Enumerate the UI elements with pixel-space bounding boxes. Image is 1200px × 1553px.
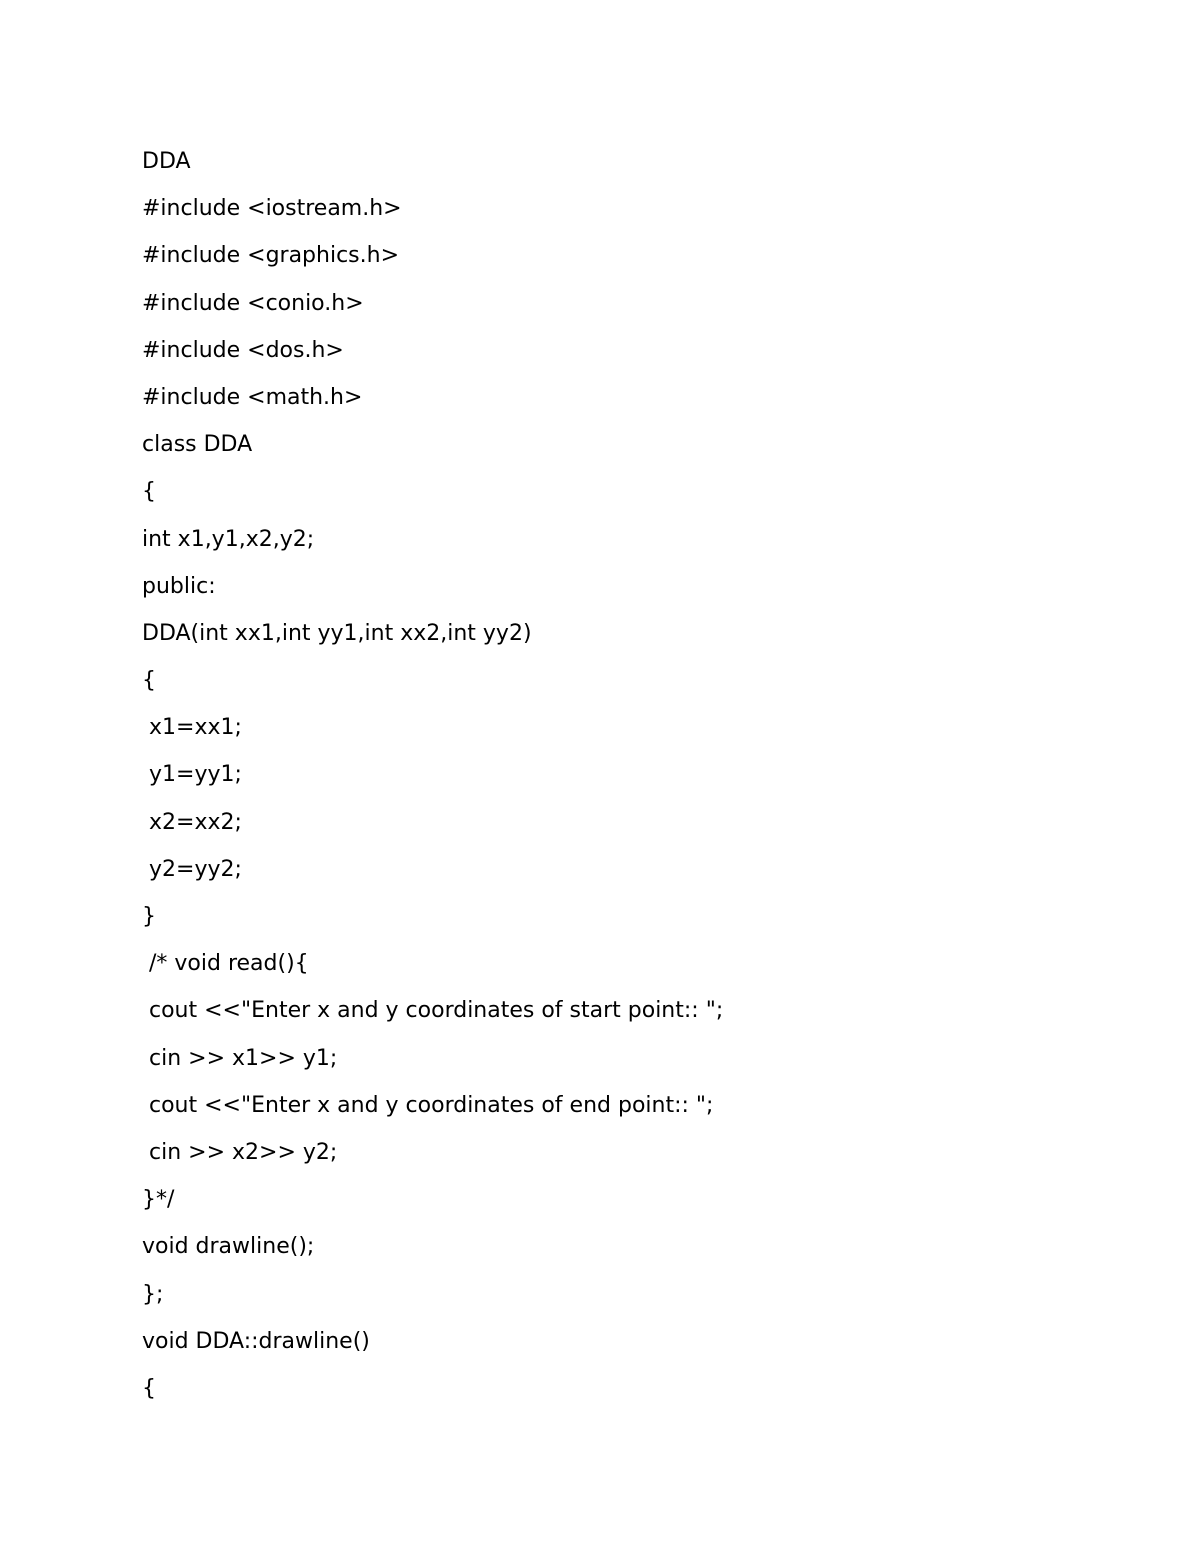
code-line: cout <<"Enter x and y coordinates of end point:: "; xyxy=(142,1092,714,1118)
code-line: class DDA xyxy=(142,432,253,458)
doc-title: DDA xyxy=(142,149,191,174)
code-line: #include <iostream.h> xyxy=(142,196,402,222)
code-line: void drawline(); xyxy=(142,1234,315,1260)
code-line: void DDA::drawline() xyxy=(142,1328,370,1354)
code-line: cout <<"Enter x and y coordinates of start point:: "; xyxy=(142,998,724,1024)
code-line: #include <graphics.h> xyxy=(142,243,400,269)
code-line: #include <math.h> xyxy=(142,384,363,410)
code-line: /* void read(){ xyxy=(142,951,309,977)
code-line: y2=yy2; xyxy=(142,856,242,882)
code-line: }*/ xyxy=(142,1187,175,1213)
code-line: { xyxy=(142,1375,156,1401)
code-line: x2=xx2; xyxy=(142,809,242,835)
code-line: #include <dos.h> xyxy=(142,337,344,363)
code-line: x1=xx1; xyxy=(142,715,242,741)
code-line: DDA(int xx1,int yy1,int xx2,int yy2) xyxy=(142,620,532,646)
code-line: cin >> x2>> y2; xyxy=(142,1139,338,1165)
code-line: }; xyxy=(142,1281,164,1307)
code-line: public: xyxy=(142,573,216,599)
code-line: cin >> x1>> y1; xyxy=(142,1045,338,1071)
code-line: int x1,y1,x2,y2; xyxy=(142,526,315,552)
code-line: y1=yy1; xyxy=(142,762,242,788)
code-line: { xyxy=(142,668,156,694)
code-line: { xyxy=(142,479,156,505)
document-body xyxy=(142,138,1042,1412)
code-line: } xyxy=(142,904,156,929)
code-line: #include <conio.h> xyxy=(142,290,364,316)
